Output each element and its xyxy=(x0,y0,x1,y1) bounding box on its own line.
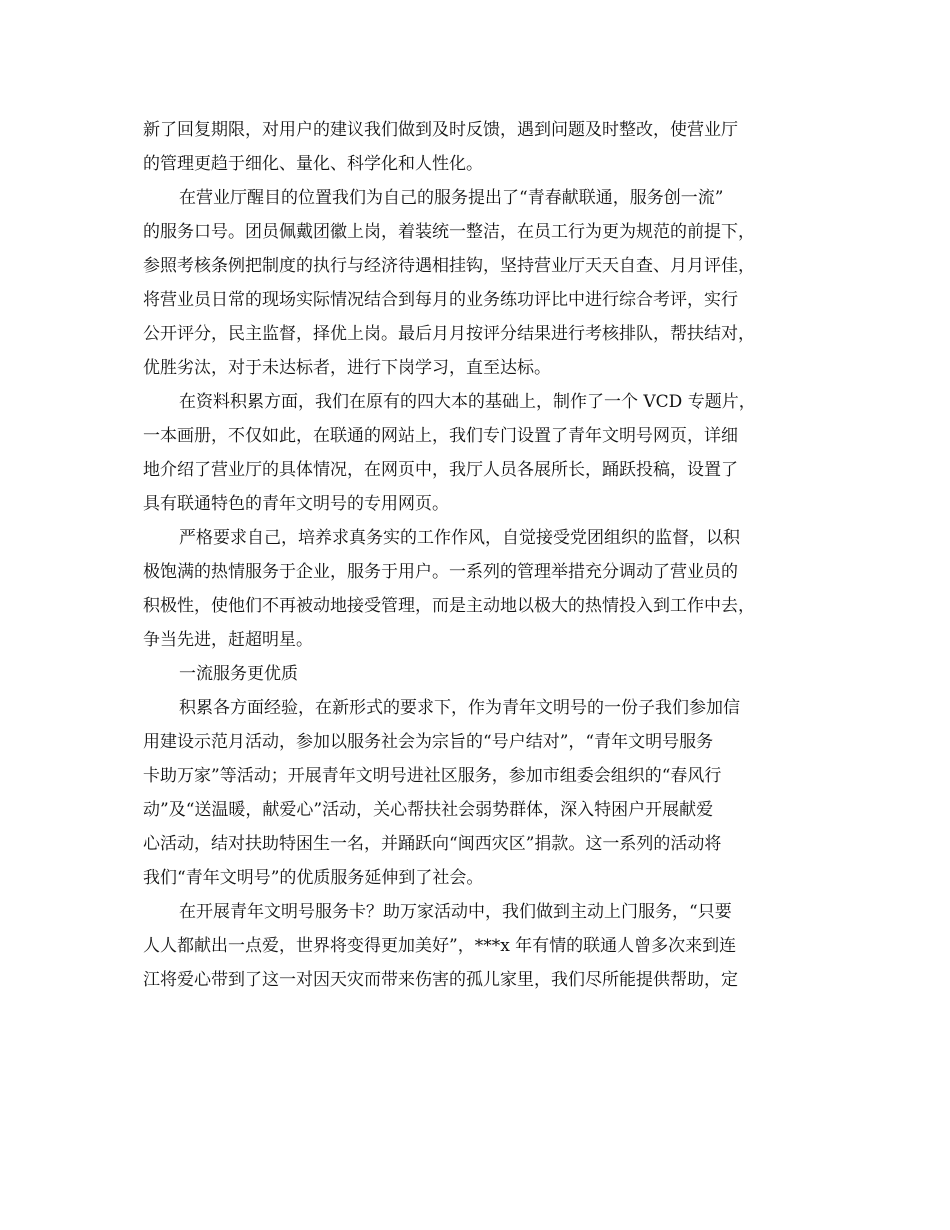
text-line: 卡助万家”等活动；开展青年文明号进社区服务，参加市组委会组织的“春风行 xyxy=(143,766,722,786)
text-line: 一本画册，不仅如此，在联通的网站上，我们专门设置了青年文明号网页，详细 xyxy=(143,426,738,446)
text-line: 具有联通特色的青年文明号的专用网页。 xyxy=(143,494,449,514)
text-line: 积极性，使他们不再被动地接受管理，而是主动地以极大的热情投入到工作中去， xyxy=(143,596,755,616)
text-line: 人人都献出一点爱，世界将变得更加美好”，***x 年有情的联通人曾多次来到连 xyxy=(143,936,737,956)
text-line: 江将爱心带到了这一对因天灾而带来伤害的孤儿家里，我们尽所能提供帮助，定 xyxy=(143,970,738,990)
text-line: 公开评分，民主监督，择优上岗。最后月月按评分结果进行考核排队，帮扶结对， xyxy=(143,324,755,344)
text-line: 在开展青年文明号服务卡？助万家活动中，我们做到主动上门服务，“只要 xyxy=(179,902,732,922)
text-line: 地介绍了营业厅的具体情况，在网页中，我厅人员各展所长，踊跃投稿，设置了 xyxy=(143,460,738,480)
section-heading: 一流服务更优质 xyxy=(179,664,298,684)
text-line: 积累各方面经验，在新形式的要求下，作为青年文明号的一份子我们参加信 xyxy=(179,698,740,718)
text-line: 新了回复期限，对用户的建议我们做到及时反馈，遇到问题及时整改，使营业厅 xyxy=(143,120,738,140)
text-line: 极饱满的热情服务于企业，服务于用户。一系列的管理举措充分调动了营业员的 xyxy=(143,562,738,582)
text-line: 我们“青年文明号”的优质服务延伸到了社会。 xyxy=(143,868,484,888)
text-line: 用建设示范月活动，参加以服务社会为宗旨的“号户结对”，“青年文明号服务 xyxy=(143,732,714,752)
document-body xyxy=(143,113,807,997)
text-line: 将营业员日常的现场实际情况结合到每月的业务练功评比中进行综合考评，实行 xyxy=(143,290,738,310)
text-line: 的服务口号。团员佩戴团徽上岗，着装统一整洁，在员工行为更为规范的前提下， xyxy=(143,222,755,242)
text-line: 严格要求自己，培养求真务实的工作作风，自觉接受党团组织的监督，以积 xyxy=(179,528,740,548)
text-line: 在资料积累方面，我们在原有的四大本的基础上，制作了一个 VCD 专题片， xyxy=(179,392,756,412)
text-line: 在营业厅醒目的位置我们为自己的服务提出了“青春献联通，服务创一流” xyxy=(179,188,724,208)
text-line: 的管理更趋于细化、量化、科学化和人性化。 xyxy=(143,154,483,174)
text-line: 争当先进，赶超明星。 xyxy=(143,630,313,650)
text-line: 动”及“送温暖，献爱心”活动，关心帮扶社会弱势群体，深入特困户开展献爱 xyxy=(143,800,714,820)
text-line: 心活动，结对扶助特困生一名，并踊跃向“闽西灾区”捐款。这一系列的活动将 xyxy=(143,834,722,854)
text-line: 参照考核条例把制度的执行与经济待遇相挂钩，坚持营业厅天天自查、月月评佳， xyxy=(143,256,755,276)
text-line: 优胜劣汰，对于未达标者，进行下岗学习，直至达标。 xyxy=(143,358,551,378)
